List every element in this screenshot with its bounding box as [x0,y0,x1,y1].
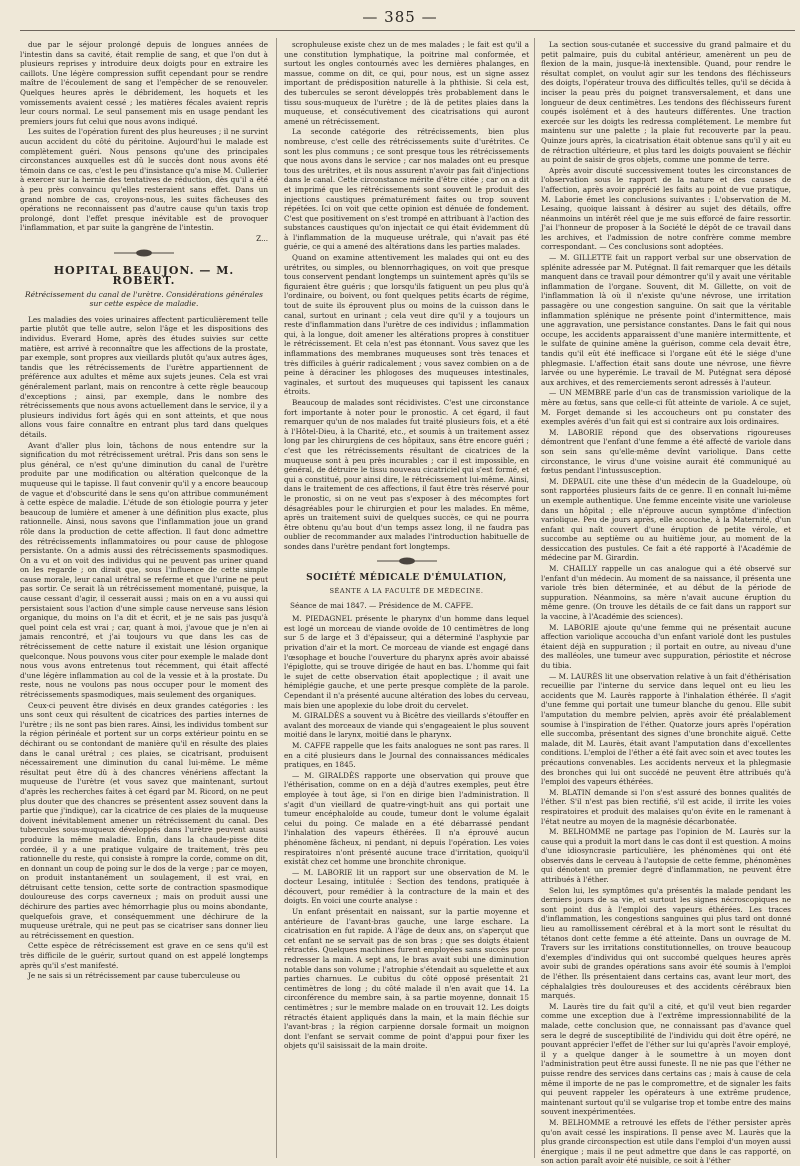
paragraph: M. BELHOMME ne partage pas l'opinion de M. Laurès sur la cause qui a produit la mort dans le cas dont il est question. A moins d'une idiosyncrasie particulière, les phénomènes qui ont été observés dans le cerveau à l'autopsie de cette femme, phénomènes qui dénotent un premier degré d'inflammation, ne peuvent être attribués à l'éther. [541,827,791,885]
paragraph: Les suites de l'opération furent des plus heureuses ; il ne survint aucun accident du côté du péritoine. Aujourd'hui le malade est complètement guéri. Nous pensons qu'une des principales circonstances auxquelles est dû le succès dont nous avons été témoin dans ce cas, c'est le peu d'insistance qu'a mise M. Cullerier à exercer sur la hernie des tentatives de réduction, dès qu'il a été à peu près convaincu qu'elles resteraient sans effet. Dans un grand nombre de cas, croyons-nous, les suites fâcheuses des opérations ne reconnaissent pas d'autre cause qu'un taxis trop prolongé, dont l'effet presque inévitable est de provoquer l'inflammation, et par suite la gangrène de l'intestin. [20,127,268,233]
paragraph: M. CAFFE rappelle que les faits analogues ne sont pas rares. Il en a cité plusieurs dans le Journal des connaissances médicales pratiques, en 1845. [284,740,529,770]
paragraph: M. LABORIE répond que des observations rigoureuses démontrent que l'enfant d'une femme a été affecté de variole dans son sein sans qu'elle-même devînt variolique. Dans cette circonstance, le virus d'une voisine aurait été communiqué au fœtus pendant l'intussusception. [541,427,791,476]
paragraph: Je ne sais si un rétrécissement par cause tuberculeuse ou [28,971,241,981]
column-1 [20,40,268,1158]
section-heading-hopital-beaujon: HOPITAL BEAUJON. — M. ROBERT. [53,264,235,288]
paragraph: Les maladies des voies urinaires affectent particulièrement telle partie plutôt que telle autre, selon l'âge et les dispositions des individus. Everard Home, après des études suivies sur cette matière, est arrivé à reconnaître que les affections de la prostate, par exemple, sont propres aux vieillards plutôt qu'aux autres âges, tandis que les rétrécissements de l'urètre appartiennent de préférence aux adultes et même aux sujets jeunes. Cela est vrai généralement parlant, mais on rencontre à cette règle beaucoup d'exceptions ; ainsi, par exemple, dans le nombre des rétrécissements que nous avons actuellement dans le service, il y a plusieurs individus fort âgés qui en sont atteints, et que nous allons vous faire connaître en entrant plus tard dans quelques détails. [20,314,268,439]
paragraph: Un enfant présentait en naissant, sur la partie moyenne et antérieure de l'avant-bras gauche, une large eschare. La cicatrisation en fut rapide. A l'âge de deux ans, on s'aperçut que cet enfant ne se servait pas de son bras ; que ses doigts étaient rétractés. Quelques machines furent employées sans succès pour redresser la main. A sept ans, le bras avait subi une diminution notable dans son volume ; l'atrophie s'étendait au squelette et aux parties charnues. Le cubitus du côté opposé présentait 21 centimètres de long ; du côté malade il n'en avait que 14. La circonférence du membre sain, à sa partie moyenne, donnait 15 centimètres ; sur le membre malade on en trouvait 12. Les doigts rétractés étaient appliqués dans la main, et la main fléchie sur l'avant-bras ; la région carpienne dorsale formait un moignon dont l'enfant se servait comme de point d'appui pour fixer les objets qu'il saisissait de la main droite. [284,907,529,1051]
paragraph: — M. GILLETTE fait un rapport verbal sur une observation de splénite adressée par M. Putégnat. Il fait remarquer que les détails manquent dans ce travail pour démontrer qu'il y avait une véritable inflammation de l'organe. Souvent, dit M. Gillette, on voit de l'inflammation là où il n'existe qu'une névrose, une irritation passagère ou une congestion sanguine. On sait que la véritable inflammation splénique ne présente point d'intermittence, mais une aggravation, une persistance constantes. Dans le fait qui nous occupe, les accidents apparaissent d'une manière intermittente, et le sulfate de quinine amène la guérison, comme cela devait être, tandis qu'il eût été inefficace si l'organe eût été le siége d'une phlegmasie. L'affection était sans doute une névrose, une fièvre larvée ou une hyperémie. Le travail de M. Putégnat sera déposé aux archives, et des remerciements seront adressés à l'auteur. [541,253,791,387]
paragraph: scrophuleuse existe chez un de mes malades ; le fait est qu'il a une constitution lymphatique, la poitrine mal conformée, et surtout les ongles contournés avec les dernières phalanges, en massue, comme on dit, ce qui, pour nous, est un signe assez important de prédisposition naturelle à la phthisie. Si cela est, des tubercules se seront développés très probablement dans le tissu sous-muqueux de l'urètre ; de là de petites plaies dans la muqueuse, et consécutivement des cicatrisations qui auront amené un rétrécissement. [284,40,529,126]
paragraph: Quand on examine attentivement les malades qui ont eu des urétrites, ou simples, ou blennorrhagiques, on voit que presque tous conservent pendant longtemps un suintement après qu'ils se figuraient être guéris ; que lorsqu'ils fatiguent un peu plus qu'à l'ordinaire, ou boivent, ou font quelques petits écarts de régime, tout de suite ils éprouvent plus ou moins de la cuisson dans le canal, surtout en urinant ; cela veut dire qu'il y a toujours un reste d'inflammation dans l'urètre de ces individus ; inflammation qui, à la longue, doit amener les altérations propres à constituer le rétrécissement. Et cela n'est pas étonnant. Vous savez que les inflammations des membranes muqueuses sont très tenaces et très difficiles à guérir radicalement ; vous savez combien on a de peine à déraciner les phlogoses des muqueuses intestinales, vaginales, et surtout des muqueuses qui tapissent les canaux étroits. [284,253,529,397]
column-2 [284,40,529,1158]
header-rule [20,30,795,31]
paragraph: M. BELHOMME a retrouvé les effets de l'éther persister après qu'on avait cessé les inspirations. Il pense avec M. Laurès que la plus grande circonspection est utile dans l'emploi d'un moyen aussi énergique ; mais il ne peut admettre que dans le cas rapporté, on son action paraît avoir été nuisible, ce soit à l'éther [541,1117,791,1166]
paragraph: — M. LABORIE lit un rapport sur une observation de M. le docteur Lesaing, intitulée : Section des tendons, pratiquée à découvert, pour remédier à la contracture de la main et des doigts. En voici une courte analyse : [284,867,529,906]
paragraph: — M. GIRALDÈS rapporte une observation qui prouve que l'éthérisation, comme on en a déjà d'autres exemples, peut être employée à tout âge, si l'on en dirige bien l'administration. Il s'agit d'un vieillard de quatre-vingt-huit ans qui portait une tumeur encéphaloïde au coude, tumeur dont le volume égalait celui du poing. Ce malade en a été débarrassé pendant l'inhalation des vapeurs éthérées. Il n'a éprouvé aucun phénomène fâcheux, ni pendant, ni depuis l'opération. Les voies respiratoires n'ont présenté aucune trace d'irritation, quoiqu'il existât chez cet homme une bronchite chronique. [284,770,529,867]
paragraph: M. LABORIE ajoute qu'une femme qui ne présentait aucune affection variolique accoucha d'un enfant variolé dont les pustules étaient déjà en suppuration ; il portait en outre, au niveau d'une des malléoles, une tumeur avec suppuration, périostite et nécrose du tibia. [541,622,791,670]
signature: Z... [256,233,268,243]
section-subtitle: Rétrécissement du canal de l'urètre. Considérations générales sur cette espèce de maladie. [24,289,264,309]
paragraph: — M. LAURÈS lit une observation relative à un fait d'éthérisation recueillie par l'interne du service dans lequel ont eu lieu les accidents que M. Laurès rapporte à l'inhalation éthérée. Il s'agit d'une femme qui portait une tumeur blanche du genou. Elle subit l'amputation du membre pelvien, après avoir été préalablement soumise à l'inspiration de l'éther. Quatorze jours après l'opération elle succomba, présentant des signes d'une bronchite aiguë. Cette malade, dit M. Laurès, était avant l'amputation dans d'excellentes conditions. L'emploi de l'éther a été fait avec soin et avec toutes les précautions convenables. Les accidents nerveux et la phlegmasie des bronches qui lui ont succédé ne peuvent être attribués qu'à l'emploi des vapeurs éthérées. [541,671,791,787]
paragraph: M. PIEDAGNEL présente le pharynx d'un homme dans lequel est logé un morceau de viande ovoïde de 10 centimètres de long sur 5 de large et 3 d'épaisseur, qui a déterminé l'asphyxie par privation d'air et la mort. Ce morceau de viande est engagé dans l'œsophage et bouche l'ouverture du pharynx après avoir abaissé l'épiglotte, qui se trouve dirigée de haut en bas. L'homme qui fait le sujet de cette observation était apoplectique ; il avait une hémiplégie gauche, et une perte presque complète de la parole. Cependant il n'a présenté aucune altération des lobes du cerveau, mais bien une apoplexie du lobe droit du cervelet. [284,614,529,710]
paragraph: — UN MEMBRE parle d'un cas de transmission variolique de la mère au fœtus, sans que celle-ci fût atteinte de variole. A ce sujet, M. Forget demande si les accoucheurs ont pu constater des exemples avérés d'un fait qui est si contraire aux lois ordinaires. [541,388,791,427]
section-heading-societe-medicale: SOCIÉTÉ MÉDICALE D'ÉMULATION, [306,573,507,584]
paragraph: M. GIRALDÈS a souvent vu à Bicêtre des vieillards s'étouffer en avalant des morceaux de viande qui s'engageaient le plus souvent moitié dans le larynx, moitié dans le pharynx. [284,711,529,740]
paragraph: M. BLATIN demande si l'on s'est assuré des bonnes qualités de l'éther. S'il n'est pas bien rectifié, s'il est acide, il irrite les voies respiratoires et produit des malaises qu'on évite en le ramenant à l'état neutre au moyen de la magnésie décarbonatée. [541,787,791,826]
seance-line: Séance de mai 1847. — Présidence de M. CAFFE. [290,600,474,610]
paragraph: La section sous-cutanée et successive du grand palmaire et du petit palmaire, puis du cubital antérieur, amenèrent un peu de flexion de la main, jusque-là inextensible. Quand, pour rendre le résultat complet, on voulut agir sur les tendons des fléchisseurs des doigts, l'opérateur trouva des difficultés telles, qu'il se décida à inciser la peau près du poignet transversalement, et dans une longueur de deux centimètres. Les tendons des fléchisseurs furent coupés isolément et à des hauteurs différentes. Une traction exercée sur les doigts les redressa complétement. Le membre fut maintenu sur une palette ; la plaie fut recouverte par la peau. Quinze jours après, la cicatrisation était obtenue sans qu'il y ait eu de rétraction ultérieure, et plus tard les doigts pouvaient se fléchir au point de saisir de gros objets, comme une pomme de terre. [541,40,791,165]
paragraph: Beaucoup de malades sont récidivistes. C'est une circonstance fort importante à noter pour le pronostic. A cet égard, il faut remarquer qu'un de nos malades fut traité plusieurs fois, et a été à l'Hôtel-Dieu, à la Charité, etc., et soumis à un traitement assez long par les chirurgiens de ces hôpitaux, sans être encore guéri ; c'est que les rétrécissements résultant de cicatrices de la muqueuse sont à peu près incurables ; car il est impossible, en général, de détruire le tissu nouveau cicatriciel qui s'est formé, et qui a constitué, pour ainsi dire, le rétrécissement lui-même. Ainsi, dans le traitement de ces affections, il faut être très réservé pour le pronostic, si on ne veut pas s'exposer à des mécomptes fort désagréables pour le chirurgien et pour les malades. En même, après un traitement suivi de quelques succès, ce qui ne pourra être obtenu qu'au bout d'un temps assez long, il ne faudra pas oublier de recommander aux malades l'introduction habituelle de sondes dans l'urètre pendant fort longtemps. [284,397,529,551]
paragraph: M. CHAILLY rappelle un cas analogue qui a été observé sur l'enfant d'un médecin. Au moment de sa naissance, il présenta une variole très bien déterminée, et au début de la période de suppuration. Néanmoins, sa mère n'avait aucune éruption du même genre. (On trouve les détails de ce fait dans un rapport sur la vaccine, à l'Académie des sciences). [541,564,791,622]
paragraph: M. DEPAUL cite une thèse d'un médecin de la Guadeloupe, où sont rapportées plusieurs faits de ce genre. Il en connaît lui-même un exemple authentique. Une femme enceinte visite une varioleuse dans un hôpital ; elle n'éprouve aucun symptôme d'infection variolique. Peu de jours après, elle accouche, à la Maternité, d'un enfant qui naît couvert d'une éruption de petite vérole, et succombe au septième ou au huitième jour, au moment de la dessiccation des pustules. Ce fait a été rapporté à l'Académie de médecine par M. Girardin. [541,476,791,563]
paragraph: Cette espèce de rétrécissement est grave en ce sens qu'il est très difficile de le guérir, surtout quand on est appelé longtemps après qu'il s'est manifesté. [20,941,268,970]
column-divider-2 [534,38,535,1158]
column-divider-1 [276,38,277,1158]
page-number: — 385 — [362,8,438,26]
paragraph: Avant d'aller plus loin, tâchons de nous entendre sur la signification du mot rétrécissement urétral. Pris dans son sens le plus général, ce n'est qu'une diminution du canal de l'urètre produite par une modification ou altération quelconque de la muqueuse qui le tapisse. Il faut convenir qu'il y a encore beaucoup de vague et d'obscurité dans le sens qu'on attribue communément à cette espèce de maladie. L'étude de son étiologie pourra y jeter beaucoup de lumière et amener à une définition plus exacte, plus rationnelle. Ainsi, nous savons que l'inflammation joue un grand rôle dans la production de cette affection. Il faut donc admettre des rétrécissements inflammatoires ou pour cause de phlogose persistante. On a admis aussi des rétrécissements spasmodiques. On a vu et on voit des individus qui ne peuvent pas uriner quand on les regarde ; on dirait que, sous l'influence de cette simple cause morale, leur canal urétral se referme et que l'urine ne peut pas sortir. Ce serait là un rétrécissement momentané, puisque, la cause cessant d'agir, il cesserait aussi ; mais on en a vu aussi qui persistaient sous l'action d'une simple cause nerveuse sans lésion organique, du moins on l'a dit et écrit, et je ne sais pas jusqu'à quel point cela est vrai ; car, quant à moi, j'avoue que je n'en ai jamais rencontré, et j'ai toujours vu que dans les cas de rétrécissement de cette nature il existait une lésion organique quelconque. Nous pouvons vous citer pour exemple le malade dont nous vous avons entretenus tout récemment, qui était affecté d'une légère inflammation au col de la vessie et à la prostate. Du reste, nous ne voulons pas nous occuper pour le moment des rétrécissements spasmodiques, mais seulement des organiques. [20,440,268,699]
paragraph: M. Laurès tire du fait qu'il a cité, et qu'il veut bien regarder comme une exception due à l'extrême impressionnabilité de la malade, cette conclusion que, ne connaissant pas d'avance quel sera le degré de susceptibilité de l'individu qui doit être opéré, ne pouvant apprécier l'effet de l'éther sur lui qu'après l'avoir employé, il y a quelque danger à le soumettre à un moyen dont l'administration peut être aussi funeste. Il ne nie pas que l'éther ne puisse rendre des services dans certains cas ; mais à cause de cela même il importe de ne pas le compromettre, et de signaler les faits qui peuvent rappeler les opérateurs à une extrême prudence, maintenant surtout qu'il se vulgarise trop et tombe entre des mains souvent inexpérimentées. [541,1001,791,1117]
ornament-divider [20,248,268,260]
column-3 [541,40,791,1166]
paragraph: Selon lui, les symptômes qu'a présentés la malade pendant les derniers jours de sa vie, et surtout les signes nécroscopiques ne sont point dus à l'emploi des vapeurs éthérées. Les traces d'inflammation, les congestions sanguines qui plus tard ont donné lieu au ramollissement cérébral et à la mort sont le résultat du tétanos dont cette femme a été atteinte. Dans un ouvrage de M. Travers sur les irritations constitutionnelles, on trouve beaucoup d'exemples d'individus qui ont succombé quelques heures après avoir subi de grandes opérations sans avoir été soumis à l'emploi de l'éther. Ils présentaient dans certains cas, avant leur mort, des céphalalgies très douloureuses et des accidents cérébraux bien marqués. [541,885,791,1001]
section-subheading: SÉANTE A LA FACULTÉ DE MÉDECINE. [329,587,484,596]
paragraph: due par le séjour prolongé depuis de longues années de l'intestin dans sa cavité, était remplie de sang, et que l'on dut à plusieurs reprises y introduire deux doigts pour en extraire les caillots. Une légère compression suffit cependant pour se rendre maître de l'écoulement de sang et l'empêcher de se renouveler. Quelques heures après le débridement, les hoquets et les vomissements avaient cessé ; les matières fécales avaient repris leur cours normal. Le seul pansement mis en usage pendant les premiers jours fut celui que nous avons indiqué. [20,40,268,126]
paragraph: Après avoir discuté successivement toutes les circonstances de l'observation sous le rapport de la nature et des causes de l'affection, après avoir apprécié les faits au point de vue pratique, M. Laborie émet les conclusions suivantes : L'observation de M. Lesaing, quoique laissant à désirer au sujet des détails, offre néanmoins un intérêt réel que je me suis efforcé de faire ressortir. J'ai l'honneur de proposer à la Société le dépôt de ce travail dans les archives, et l'admission de notre confrère comme membre correspondant. — Ces conclusions sont adoptées. [541,165,791,252]
paragraph: Ceux-ci peuvent être divisés en deux grandes catégories : les uns sont ceux qui résultent de cicatrices des parties internes de l'urètre ; ils ne sont pas bien rares. Ainsi, les individus tombent sur la région périnéale et portent sur un corps extérieur pointu en se déchirant ou se contondant de manière qu'il en résulte des plaies dans le canal urétral ; ces plaies, se cicatrisant, produisent nécessairement une diminution du canal lui-même. Le même résultat peut être dû à des chancres vénériens affectant la muqueuse de l'urètre (et vous savez que maintenant, surtout d'après les recherches faites à cet égard par M. Ricord, on ne peut plus douter que des chancres se présentent assez souvent dans la partie que j'indique), car la cicatrice de ces plaies de la muqueuse doivent inévitablement amener un rétrécissement du canal. Des tubercules sous-muqueux développés dans l'urètre peuvent aussi produire la même maladie. Enfin, dans la chaude-pisse dite cordée, il y a une pratique vulgaire de traitement, très peu rationnelle du reste, qui consiste à rompre la corde, comme on dit, en donnant un coup de poing sur le dos de la verge ; par ce moyen, on produit instantanément un soulagement, il est vrai, en détruisant cette tension, cette sorte de contraction spasmodique douloureuse des corps caverneux ; mais on produit aussi une déchirure des parties avec hémorrhagie plus ou moins abondante, quelquefois grave, et conséquemment une déchirure de la muqueuse urétrale, qui ne peut pas se cicatriser sans donner lieu au rétrécissement en question. [20,700,268,940]
ornament-divider [284,556,529,568]
paragraph: La seconde catégorie des rétrécissements, bien plus nombreuse, c'est celle des rétrécissements suite d'urétrites. Ce sont les plus communs ; ce sont presque tous les rétrécissements que nous avons dans le service ; car nos malades ont eu presque tous des urétrites, et ils nous assurent n'avoir pas fait d'injections dans le canal. Cette circonstance mérite d'être citée ; car on a dit et imprimé que les rétrécissements sont souvent le produit des injections caustiques prématurément faites ou trop souvent répétées. Ici on voit que cette opinion est dénuée de fondement. C'est que positivement on s'est trompé en attribuant à l'action des substances caustiques qu'on injectait ce qui était évidemment dû à l'inflammation de la muqueuse urétrale, qui n'avait pas été guérie, ce qui a amené des altérations dans les parties malades. [284,127,529,252]
